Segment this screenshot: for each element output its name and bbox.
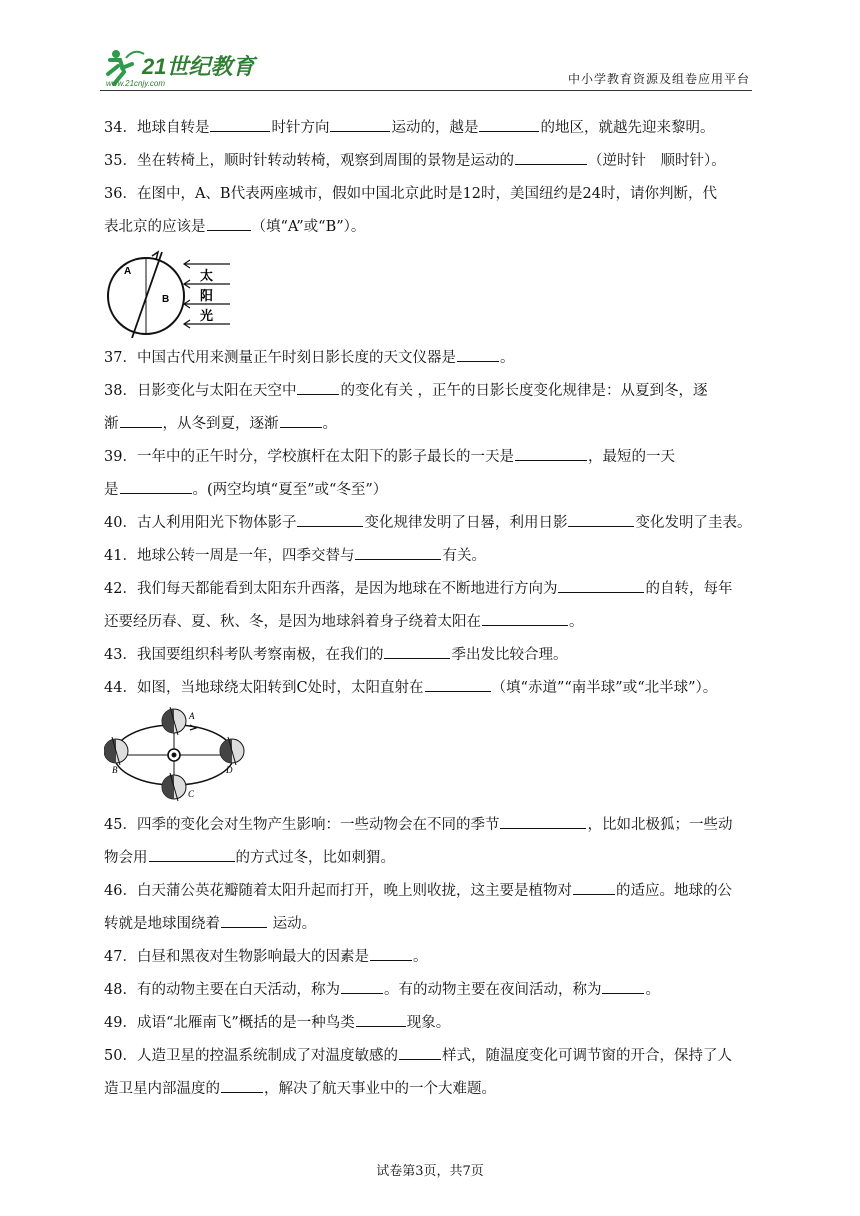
earth-orbit-figure	[104, 707, 756, 803]
q38-blank-3[interactable]	[280, 413, 322, 428]
question-50	[104, 1040, 756, 1106]
q35-text-2: （逆时针 顺时针）。	[587, 153, 726, 169]
q35-text-1: 35．坐在转椅上，顺时针转动转椅，观察到周围的景物是运动的	[104, 153, 514, 169]
q34-blank-2[interactable]	[330, 117, 390, 132]
q38-text-5: 。	[322, 416, 337, 432]
q44-text-2: （填“赤道”“南半球”或“北半球”）。	[491, 680, 718, 696]
q41-text-2: 有关。	[442, 548, 486, 564]
q36-blank-1[interactable]	[207, 216, 251, 231]
page-header	[100, 44, 752, 91]
question-46	[104, 875, 756, 941]
q39-text-4: 。(两空均填“夏至”或“冬至”）	[192, 482, 388, 498]
q43-text-1: 43．我国要组织科考队考察南极，在我们的	[104, 647, 384, 663]
question-list	[104, 112, 756, 1106]
21cnjy-logo	[100, 44, 260, 88]
question-34	[104, 112, 756, 145]
q38-text-4: ，从冬到夏，逐渐	[162, 416, 279, 432]
q48-text-1: 48．有的动物主要在白天活动，称为	[104, 982, 340, 998]
question-48	[104, 974, 756, 1007]
page-footer: 试卷第3页，共7页	[376, 1164, 484, 1179]
q50-text-3: 造卫星内部温度的	[104, 1081, 220, 1097]
earth-orbit-diagram	[104, 707, 254, 803]
q37-blank-1[interactable]	[457, 347, 499, 362]
q38-blank-1[interactable]	[297, 380, 339, 395]
q34-text-1: 34．地球自转是	[104, 120, 210, 136]
q43-blank-1[interactable]	[384, 644, 450, 659]
q47-blank-1[interactable]	[370, 946, 412, 961]
orbit-label-d: D	[226, 765, 233, 775]
q40-text-1: 40．古人利用阳光下物体影子	[104, 515, 297, 531]
q43-text-2: 季出发比较合理。	[451, 647, 568, 663]
q47-text-2: 。	[412, 949, 428, 965]
question-49	[104, 1007, 756, 1040]
q49-text-2: 现象。	[406, 1015, 451, 1031]
q37-text-2: 。	[499, 350, 515, 366]
q48-blank-2[interactable]	[602, 979, 644, 994]
q42-text-4: 。	[569, 614, 584, 630]
q44-blank-1[interactable]	[425, 677, 491, 692]
q47-text-1: 47．白昼和黑夜对生物影响最大的因素是	[104, 949, 369, 965]
question-41	[104, 540, 756, 573]
sunlight-char-2: 阳	[200, 289, 214, 304]
question-43	[104, 639, 756, 672]
q45-blank-1[interactable]	[500, 814, 586, 829]
label-a: A	[124, 266, 132, 277]
q34-text-4: 的地区，就越先迎来黎明。	[540, 120, 715, 136]
q35-blank-1[interactable]	[515, 150, 587, 165]
orbit-label-b: B	[112, 765, 118, 775]
q46-blank-1[interactable]	[573, 880, 615, 895]
q36-line-1: 36．在图中，A、B代表两座城市，假如中国北京此时是12时，美国纽约是24时，请你判断，代	[104, 186, 717, 202]
q40-text-3: 变化发明了圭表。	[635, 515, 752, 531]
q45-text-4: 的方式过冬，比如刺猬。	[235, 850, 395, 866]
q45-text-3: 物会用	[104, 850, 148, 866]
q42-blank-1[interactable]	[558, 578, 644, 593]
q46-text-1: 46．白天蒲公英花瓣随着太阳升起而打开，晚上则收拢，这主要是植物对	[104, 883, 572, 899]
q34-text-3: 运动的，越是	[391, 120, 479, 136]
q38-blank-2[interactable]	[120, 413, 162, 428]
q38-text-1: 38．日影变化与太阳在天空中	[104, 383, 297, 399]
q46-text-2: 的适应。地球的公	[615, 883, 732, 899]
earth-rotation-figure	[104, 250, 756, 338]
platform-name: 中小学教育资源及组卷应用平台	[567, 72, 750, 86]
q38-text-3: 渐	[104, 416, 119, 432]
q49-text-1: 49．成语“北雁南飞”概括的是一种鸟类	[104, 1015, 355, 1031]
q46-text-4: 运动。	[268, 916, 317, 932]
q42-text-2: 的自转，每年	[645, 581, 733, 597]
q40-blank-1[interactable]	[297, 512, 363, 527]
q37-text-1: 37．中国古代用来测量正午时刻日影长度的天文仪器是	[104, 350, 456, 366]
logo-text: 21世纪教育	[142, 54, 255, 79]
q45-text-2: ，比如北极狐；一些动	[587, 817, 733, 833]
question-40	[104, 507, 756, 540]
q48-text-2: 。有的动物主要在夜间活动，称为	[383, 982, 602, 998]
q39-text-3: 是	[104, 482, 119, 498]
q50-text-4: ，解决了航天事业中的一个大难题。	[264, 1081, 496, 1097]
q45-blank-2[interactable]	[149, 847, 235, 862]
q48-text-3: 。	[645, 982, 660, 998]
q50-text-2: 样式，随温度变化可调节窗的开合，保持了人	[441, 1048, 732, 1064]
q45-text-1: 45．四季的变化会对生物产生影响：一些动物会在不同的季节	[104, 817, 500, 833]
q39-text-2: ，最短的一天	[587, 449, 675, 465]
q50-blank-1[interactable]	[399, 1045, 441, 1060]
q46-text-3: 转就是地球围绕着	[104, 916, 220, 932]
orbit-label-c: C	[188, 789, 195, 799]
q36-text-2: 表北京的应该是	[104, 219, 206, 235]
q40-text-2: 变化规律发明了日晷，利用日影	[364, 515, 568, 531]
orbit-label-a: A	[189, 711, 195, 721]
q46-blank-2[interactable]	[221, 913, 267, 928]
question-36	[104, 178, 756, 244]
q38-text-2: 的变化有关 ，正午的日影长度变化规律是：从夏到冬，逐	[340, 383, 708, 399]
q40-blank-2[interactable]	[568, 512, 634, 527]
question-44	[104, 672, 756, 705]
q48-blank-1[interactable]	[341, 979, 383, 994]
q34-blank-3[interactable]	[479, 117, 539, 132]
question-38	[104, 375, 756, 441]
q41-blank-1[interactable]	[355, 545, 441, 560]
q34-text-2: 时针方向	[271, 120, 330, 136]
q36-text-3: （填“A”或“B”）。	[251, 219, 366, 235]
sunlight-char-1: 太	[200, 269, 214, 284]
question-45	[104, 809, 756, 875]
logo-url-text: www.21cnjy.com	[106, 79, 165, 88]
question-42	[104, 573, 756, 639]
q49-blank-1[interactable]	[356, 1012, 406, 1027]
question-35	[104, 145, 756, 178]
q42-blank-2[interactable]	[482, 611, 568, 626]
q42-text-1: 42．我们每天都能看到太阳东升西落，是因为地球在不断地进行方向为	[104, 581, 558, 597]
q39-blank-1[interactable]	[515, 446, 587, 461]
sunlight-char-3: 光	[200, 309, 214, 324]
q39-blank-2[interactable]	[120, 479, 192, 494]
q39-text-1: 39．一年中的正午时分，学校旗杆在太阳下的影子最长的一天是	[104, 449, 514, 465]
q50-blank-2[interactable]	[221, 1078, 263, 1093]
label-b: B	[162, 294, 170, 305]
q41-text-1: 41．地球公转一周是一年，四季交替与	[104, 548, 355, 564]
q34-blank-1[interactable]	[210, 117, 270, 132]
q44-text-1: 44．如图，当地球绕太阳转到C处时，太阳直射在	[104, 680, 424, 696]
q42-text-3: 还要经历春、夏、秋、冬，是因为地球斜着身子绕着太阳在	[104, 614, 481, 630]
question-47	[104, 941, 756, 974]
q50-text-1: 50．人造卫星的控温系统制成了对温度敏感的	[104, 1048, 398, 1064]
question-39	[104, 441, 756, 507]
question-37	[104, 342, 756, 375]
earth-sunlight-diagram	[104, 250, 244, 338]
